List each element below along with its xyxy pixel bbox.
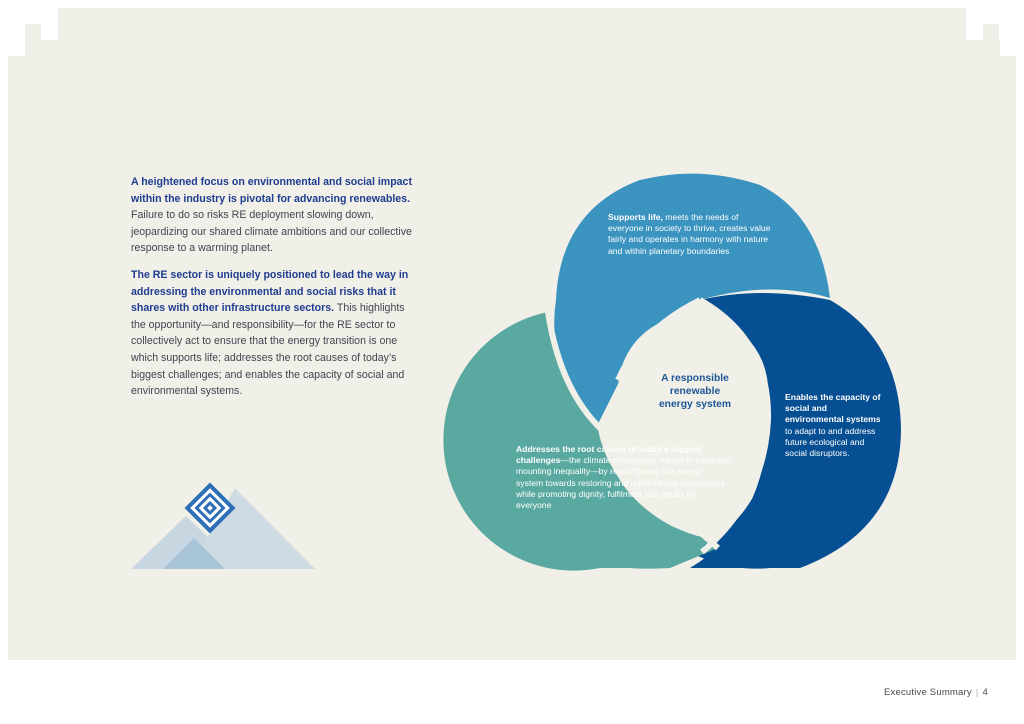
diagram-center-label: A responsible renewable energy system xyxy=(658,373,732,410)
addresses-root-causes-label: Addresses the root causes of today’s biggest challenges—the climate emergency, nature in crisis and mounting inequality—by reconfiguring the energy system towards restoring and replenishing ecosystems while promoting dignity, fulfilment and equity for everyone xyxy=(516,444,732,511)
supports-life-label: Supports life, meets the needs of everyone in society to thrive, creates value fairly and operates in harmony with nature and within planetary boundaries xyxy=(608,212,771,256)
enables-capacity-label: Enables the capacity of social and environmental systems to adapt to and address future ecological and social disruptors. xyxy=(785,392,881,459)
intro-paragraph-2: The RE sector is uniquely positioned to lead the way in addressing the environmental and social risks that it shares with other infrastructure sectors. This highlights the opportunity—and responsibility—for the RE sector to collectively act to ensure that the energy transition is one which supports life; addresses the root causes of today’s biggest challenges; and enables the capacity of social and environmental systems. xyxy=(131,268,409,398)
page-number: 4 xyxy=(982,687,988,698)
page-footer xyxy=(884,687,988,698)
intro-paragraph-1: A heightened focus on environmental and social impact within the industry is pivotal for advancing renewables. Failure to do so risks RE deployment slowing down, jeopardizing our shared climate ambitions and our collective response to a warming planet. xyxy=(131,176,412,255)
footer-section: Executive Summary xyxy=(883,687,972,698)
footer-separator: | xyxy=(975,687,979,698)
